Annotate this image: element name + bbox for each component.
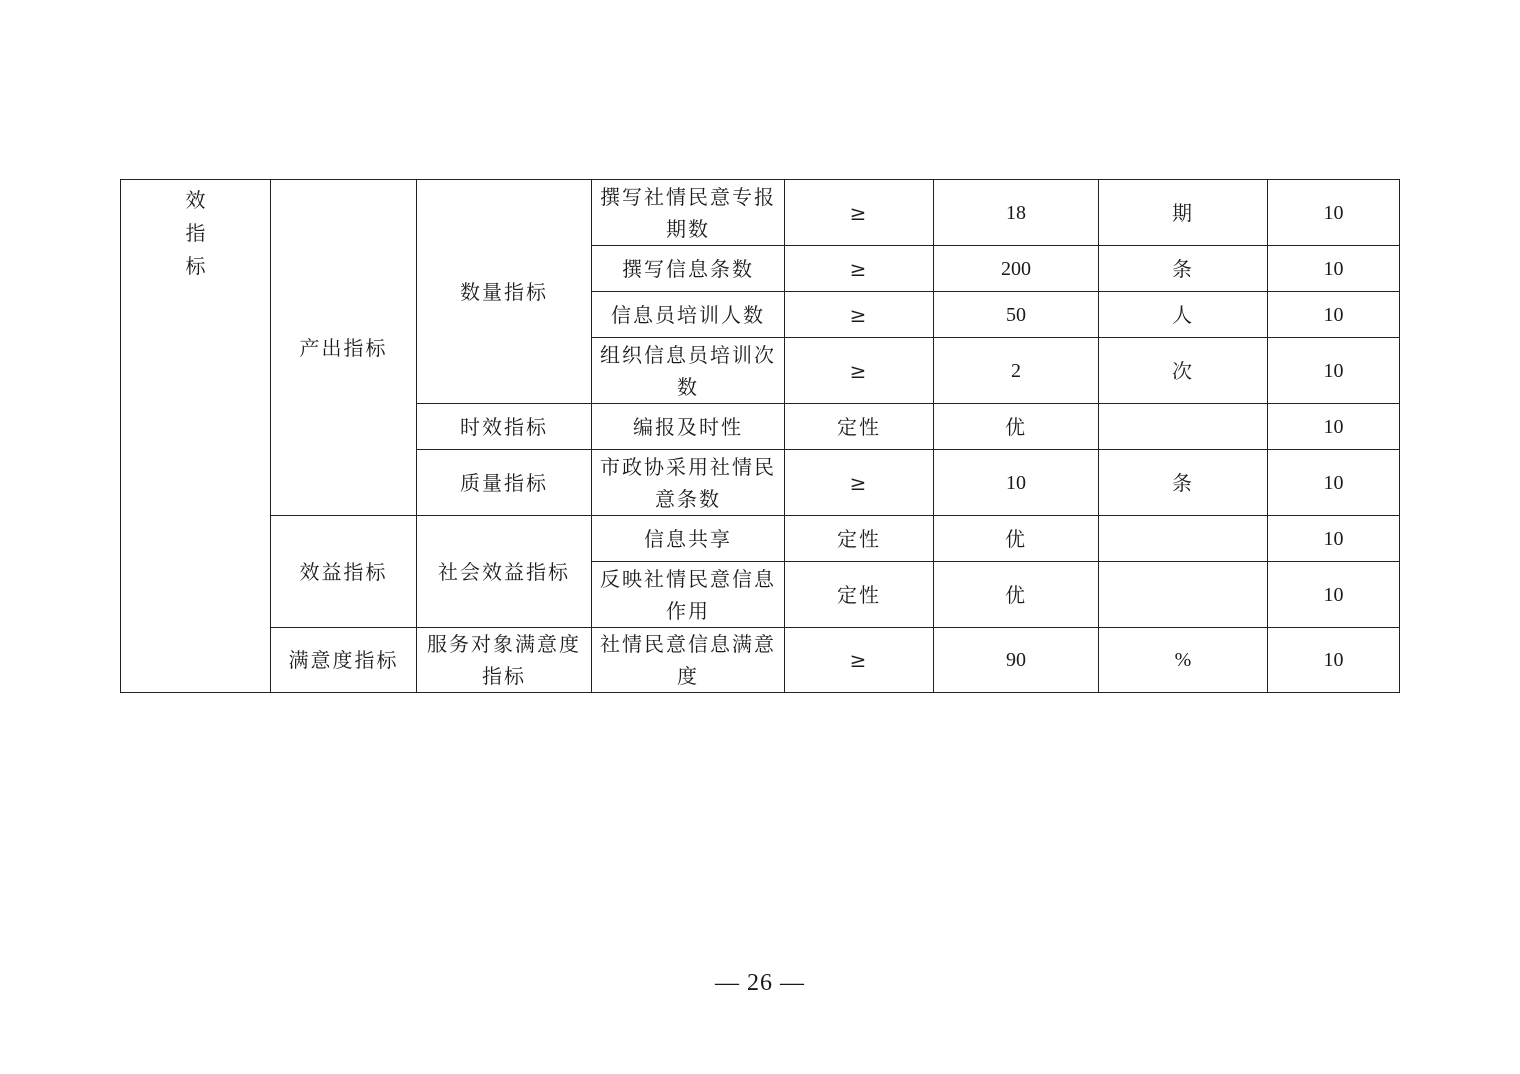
timeliness-indicator-cell: 时效指标 [417,404,592,450]
unit-cell: 人 [1099,292,1268,338]
score-cell: 10 [1268,404,1400,450]
table-row [121,628,1400,693]
table-row [121,516,1400,562]
output-indicator-label: 产出指标 [299,335,388,360]
operator-cell: ≥ [785,450,934,516]
score-cell: 10 [1268,628,1400,693]
target-value-cell: 优 [934,562,1099,628]
target-value-cell: 90 [934,628,1099,693]
output-indicator-cell [271,180,417,516]
indicator-name-cell: 信息共享 [592,516,785,562]
target-value-cell: 优 [934,516,1099,562]
operator-cell: 定性 [785,404,934,450]
operator-cell: ≥ [785,180,934,246]
social-benefit-indicator-cell: 社会效益指标 [417,516,592,628]
indicator-name-cell: 信息员培训人数 [592,292,785,338]
target-value-cell: 优 [934,404,1099,450]
satisfaction-indicator-cell: 满意度指标 [271,628,417,693]
target-value-cell: 50 [934,292,1099,338]
benefit-indicator-cell: 效益指标 [271,516,417,628]
table-row [121,180,1400,246]
operator-cell: 定性 [785,516,934,562]
unit-cell: 次 [1099,338,1268,404]
unit-cell: % [1099,628,1268,693]
indicator-name-cell: 组织信息员培训次数 [592,338,785,404]
level1-indicator-label: 效指标 [185,188,206,278]
score-cell: 10 [1268,516,1400,562]
unit-cell [1099,562,1268,628]
unit-cell: 条 [1099,246,1268,292]
score-cell: 10 [1268,338,1400,404]
level1-indicator-cell [121,180,271,693]
unit-cell: 期 [1099,180,1268,246]
indicator-name-cell: 市政协采用社情民意条数 [592,450,785,516]
operator-cell: ≥ [785,292,934,338]
operator-cell: ≥ [785,628,934,693]
operator-cell: 定性 [785,562,934,628]
score-cell: 10 [1268,562,1400,628]
target-value-cell: 18 [934,180,1099,246]
indicator-name-cell: 撰写信息条数 [592,246,785,292]
unit-cell: 条 [1099,450,1268,516]
target-value-cell: 2 [934,338,1099,404]
operator-cell: ≥ [785,246,934,292]
unit-cell [1099,404,1268,450]
score-cell: 10 [1268,180,1400,246]
target-value-cell: 10 [934,450,1099,516]
indicator-name-cell: 撰写社情民意专报期数 [592,180,785,246]
page-number: — 26 — [715,970,805,996]
quantity-indicator-cell [417,180,592,404]
indicator-name-cell: 反映社情民意信息作用 [592,562,785,628]
indicator-name-cell: 社情民意信息满意度 [592,628,785,693]
operator-cell: ≥ [785,338,934,404]
score-cell: 10 [1268,292,1400,338]
quality-indicator-cell: 质量指标 [417,450,592,516]
unit-cell [1099,516,1268,562]
quantity-indicator-label: 数量指标 [460,279,548,304]
score-cell: 10 [1268,246,1400,292]
target-value-cell: 200 [934,246,1099,292]
performance-indicator-table [120,179,1400,693]
service-satisfaction-indicator-cell: 服务对象满意度指标 [417,628,592,693]
indicator-name-cell: 编报及时性 [592,404,785,450]
score-cell: 10 [1268,450,1400,516]
